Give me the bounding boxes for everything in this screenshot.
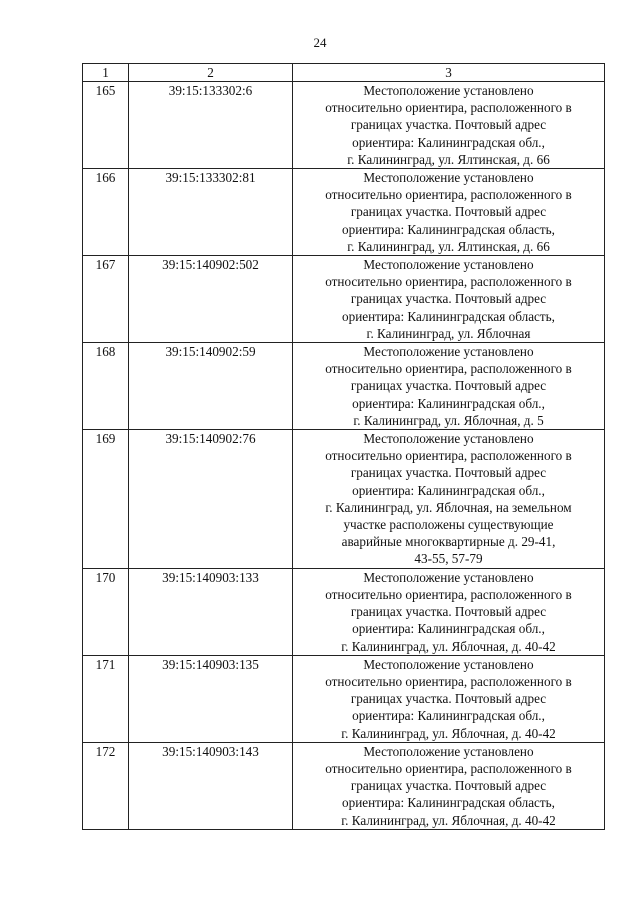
location-description-line: г. Калининград, ул. Яблочная, д. 5 (353, 412, 544, 428)
row-number-cell: 170 (83, 568, 129, 655)
location-description-line: относительно ориентира, расположенного в (325, 100, 572, 116)
location-description-line: ориентира: Калининградская обл., (352, 134, 545, 150)
table-header-row (83, 64, 605, 82)
location-description-line: Местоположение установлено (363, 257, 534, 273)
location-description-line: границах участка. Почтовый адрес (350, 778, 547, 794)
location-description-line: ориентира: Калининградская область, (342, 795, 555, 811)
location-description-line: г. Калининград, ул. Ялтинская, д. 66 (347, 151, 550, 167)
table-row (83, 430, 605, 569)
table-row (83, 568, 605, 655)
cadastral-number-cell: 39:15:140902:502 (129, 256, 293, 343)
table-row (83, 256, 605, 343)
cadastral-number-cell: 39:15:140903:133 (129, 568, 293, 655)
location-description-line: Местоположение установлено (363, 569, 534, 585)
column-header-1: 1 (83, 64, 129, 82)
location-description-line: относительно ориентира, расположенного в (325, 673, 572, 689)
location-description-line: г. Калининград, ул. Ялтинская, д. 66 (347, 238, 550, 254)
location-description-line: ориентира: Калининградская обл., (352, 621, 545, 637)
location-description-cell (293, 343, 605, 430)
row-number-cell: 172 (83, 742, 129, 829)
location-description-line: г. Калининград, ул. Яблочная (366, 325, 531, 341)
location-description-line: Местоположение установлено (363, 431, 534, 447)
row-number-cell: 169 (83, 430, 129, 569)
row-number-cell: 165 (83, 82, 129, 169)
location-description-line: относительно ориентира, расположенного в (325, 760, 572, 776)
row-number-cell: 168 (83, 343, 129, 430)
location-description-line: Местоположение установлено (363, 656, 534, 672)
land-plots-table (82, 63, 605, 830)
location-description-line: Местоположение установлено (363, 83, 534, 98)
location-description-line: г. Калининград, ул. Яблочная, д. 40-42 (341, 812, 556, 828)
table-row (83, 169, 605, 256)
location-description-line: относительно ориентира, расположенного в (325, 187, 572, 203)
location-description-cell (293, 256, 605, 343)
page-number: 24 (313, 35, 327, 50)
table-row (83, 343, 605, 430)
location-description-cell (293, 82, 605, 169)
location-description-line: границах участка. Почтовый адрес (350, 691, 547, 707)
table-body (83, 82, 605, 830)
row-number-cell: 167 (83, 256, 129, 343)
location-description-line: ориентира: Калининградская область, (342, 308, 555, 324)
table-row (83, 82, 605, 169)
location-description-cell (293, 169, 605, 256)
location-description-line: границах участка. Почтовый адрес (350, 117, 547, 133)
cadastral-number-cell: 39:15:140902:76 (129, 430, 293, 569)
location-description-cell (293, 655, 605, 742)
column-header-3: 3 (293, 64, 605, 82)
table-row (83, 742, 605, 829)
location-description-line: ориентира: Калининградская обл., (352, 482, 545, 498)
location-description-line: относительно ориентира, расположенного в (325, 361, 572, 377)
location-description-line: границах участка. Почтовый адрес (350, 291, 547, 307)
location-description-line: относительно ориентира, расположенного в (325, 586, 572, 602)
cadastral-number-cell: 39:15:140903:135 (129, 655, 293, 742)
location-description-line: 43-55, 57-79 (414, 551, 483, 567)
location-description-line: относительно ориентира, расположенного в (325, 274, 572, 290)
location-description-line: г. Калининград, ул. Яблочная, д. 40-42 (341, 638, 556, 654)
location-description-line: Местоположение установлено (363, 170, 534, 186)
cadastral-number-cell: 39:15:140903:143 (129, 742, 293, 829)
location-description-line: г. Калининград, ул. Яблочная, д. 40-42 (341, 725, 556, 741)
table-row (83, 655, 605, 742)
location-description-line: аварийные многоквартирные д. 29-41, (341, 534, 556, 550)
location-description-line: участке расположены существующие (343, 517, 554, 533)
row-number-cell: 171 (83, 655, 129, 742)
location-description-line: ориентира: Калининградская область, (342, 221, 555, 237)
location-description-line: границах участка. Почтовый адрес (350, 204, 547, 220)
location-description-line: ориентира: Калининградская обл., (352, 708, 545, 724)
location-description-line: границах участка. Почтовый адрес (350, 465, 547, 481)
location-description-line: границах участка. Почтовый адрес (350, 378, 547, 394)
location-description-cell (293, 430, 605, 569)
column-header-2: 2 (129, 64, 293, 82)
location-description-line: ориентира: Калининградская обл., (352, 395, 545, 411)
location-description-line: границах участка. Почтовый адрес (350, 604, 547, 620)
cadastral-number-cell: 39:15:133302:81 (129, 169, 293, 256)
cadastral-number-cell: 39:15:133302:6 (129, 82, 293, 169)
cadastral-number-cell: 39:15:140902:59 (129, 343, 293, 430)
location-description-line: Местоположение установлено (363, 743, 534, 759)
location-description-line: г. Калининград, ул. Яблочная, на земельном (325, 499, 572, 515)
location-description-line: относительно ориентира, расположенного в (325, 448, 572, 464)
location-description-cell (293, 742, 605, 829)
location-description-cell (293, 568, 605, 655)
row-number-cell: 166 (83, 169, 129, 256)
location-description-line: Местоположение установлено (363, 344, 534, 360)
